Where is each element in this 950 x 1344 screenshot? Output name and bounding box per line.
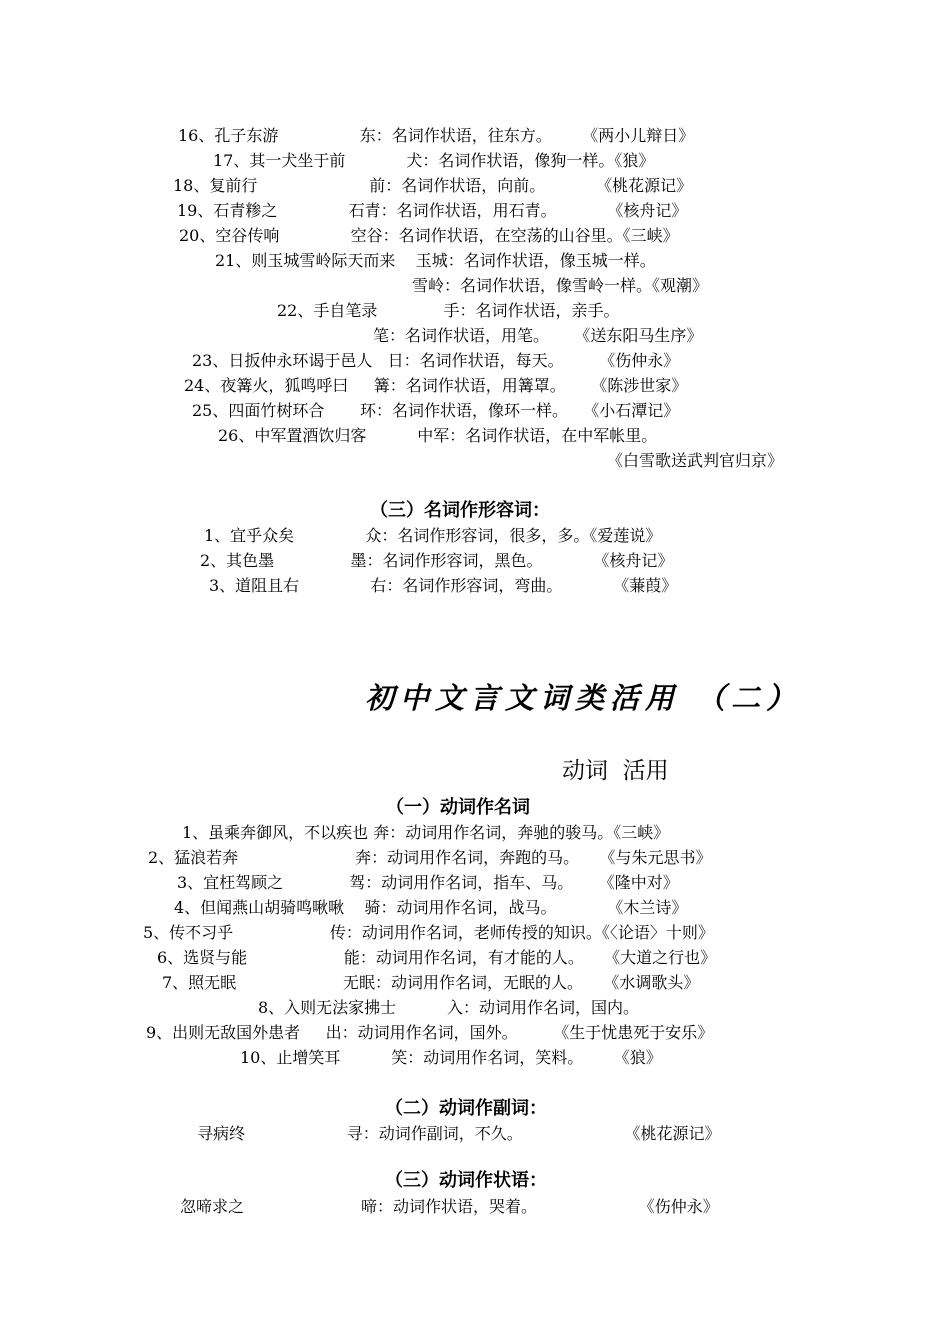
list-item: 寻病终 寻：动词作副词，不久。 《桃花源记》 (197, 1124, 721, 1143)
list-item: 23、日扳仲永环谒于邑人 日：名词作状语，每天。 《伤仲永》 (192, 351, 680, 370)
section-heading: （三）名词作形容词： (370, 500, 550, 521)
list-item: 18、复前行 前：名词作状语，向前。 《桃花源记》 (173, 176, 693, 195)
list-item: 26、中军置酒饮归客 中军：名词作状语，在中军帐里。 (218, 426, 658, 445)
list-item: 7、照无眠 无眠：动词用作名词，无眠的人。 《水调歌头》 (162, 973, 700, 992)
page-subtitle: 动词 活用 (562, 758, 669, 784)
list-item: 5、传不习乎 传：动词用作名词，老师传授的知识。《〈论语〉十则》 (143, 923, 714, 942)
list-item: 10、止增笑耳 笑：动词用作名词，笑料。 《狼》 (240, 1048, 662, 1067)
list-item: 《白雪歌送武判官归京》 (607, 451, 784, 470)
list-item: 25、四面竹树环合 环：名词作状语，像环一样。 《小石潭记》 (192, 401, 680, 420)
list-item: 1、宜乎众矣 众：名词作形容词，很多，多。《爱莲说》 (204, 526, 662, 545)
list-item: 忽啼求之 啼：动词作状语，哭着。 《伤仲永》 (180, 1197, 719, 1216)
list-item: 21、则玉城雪岭际天而来 玉城：名词作状语，像玉城一样。 (215, 251, 656, 270)
section-heading: （二）动词作副词： (385, 1098, 547, 1119)
list-item: 3、宜枉驾顾之 驾：动词用作名词，指车、马。 《隆中对》 (177, 873, 679, 892)
section-heading: （一）动词作名词 (386, 797, 530, 818)
list-item: 6、选贤与能 能：动词用作名词，有才能的人。 《大道之行也》 (157, 948, 717, 967)
list-item: 3、道阻且右 右：名词作形容词，弯曲。 《蒹葭》 (209, 576, 678, 595)
list-item: 2、猛浪若奔 奔：动词用作名词，奔跑的马。 《与朱元思书》 (148, 848, 712, 867)
list-item: 20、空谷传响 空谷：名词作状语，在空荡的山谷里。《三峡》 (179, 226, 679, 245)
list-item: 16、孔子东游 东：名词作状语，往东方。 《两小儿辩日》 (178, 126, 695, 145)
list-item: 1、虽乘奔御风，不以疾也 奔：动词用作名词，奔驰的骏马。《三峡》 (182, 823, 670, 842)
list-item: 22、手自笔录 手：名词作状语，亲手。 (277, 301, 620, 320)
list-item: 17、其一犬坐于前 犬：名词作状语，像狗一样。《狼》 (213, 151, 655, 170)
list-item: 24、夜篝火，狐鸣呼曰 篝：名词作状语，用篝罩。 《陈涉世家》 (184, 376, 688, 395)
list-item: 2、其色墨 墨：名词作形容词，黑色。 《核舟记》 (200, 551, 674, 570)
list-item: 4、但闻燕山胡骑鸣啾啾 骑：动词用作名词，战马。 《木兰诗》 (174, 898, 688, 917)
list-item: 雪岭：名词作状语，像雪岭一样。《观潮》 (412, 276, 709, 295)
list-item: 19、石青糁之 石青：名词作状语，用石青。 《核舟记》 (177, 201, 688, 220)
page-title: 初中文言文词类活用 （二） (365, 681, 802, 715)
section-heading: （三）动词作状语： (385, 1170, 547, 1191)
list-item: 9、出则无敌国外患者 出：动词用作名词，国外。 《生于忧患死于安乐》 (146, 1023, 714, 1042)
list-item: 笔：名词作状语，用笔。 《送东阳马生序》 (373, 326, 703, 345)
list-item: 8、入则无法家拂士 入：动词用作名词，国内。 (258, 998, 640, 1017)
